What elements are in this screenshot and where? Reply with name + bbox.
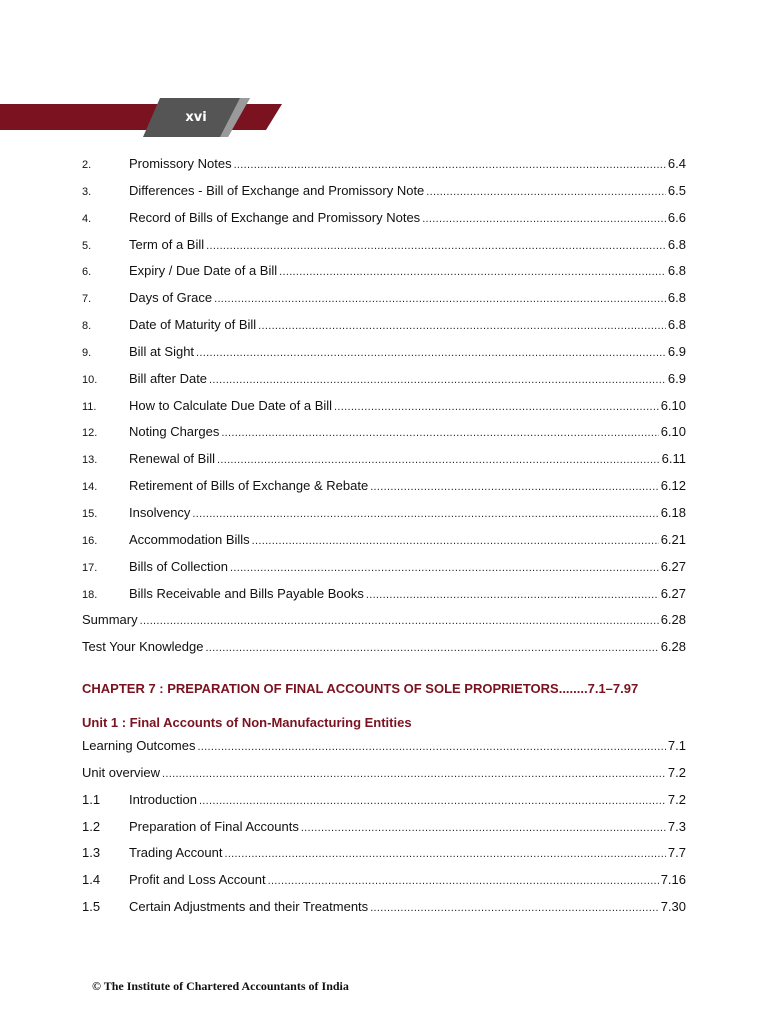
toc-entry-page: 6.6 xyxy=(667,209,686,225)
toc-entry[interactable] xyxy=(82,451,686,478)
toc-entry-page: 6.10 xyxy=(660,424,686,440)
toc-entry-page: 6.18 xyxy=(660,504,686,520)
unit-heading[interactable]: Unit 1 : Final Accounts of Non-Manufacturing Entities xyxy=(82,714,412,730)
toc-entry[interactable] xyxy=(82,237,686,264)
toc-entry-number: 1.1 xyxy=(82,791,101,807)
toc-entry-page: 7.16 xyxy=(660,872,686,888)
leader-dots xyxy=(217,454,660,466)
chapter-title: CHAPTER 7 : PREPARATION OF FINAL ACCOUNTS OF SOLE PROPRIETORS xyxy=(82,680,559,696)
leader-dots xyxy=(252,535,659,547)
chapter-leader: ........ xyxy=(558,680,588,696)
toc-entry-page: 6.28 xyxy=(660,612,686,628)
leader-dots xyxy=(209,374,666,386)
leader-dots xyxy=(301,822,666,834)
toc-entry[interactable] xyxy=(82,532,686,559)
chapter-heading[interactable] xyxy=(82,670,686,706)
toc-entry[interactable] xyxy=(82,845,686,872)
toc-entry-page: 6.8 xyxy=(667,263,686,279)
toc-entry-number: 3. xyxy=(82,185,92,198)
toc-entry[interactable] xyxy=(82,792,686,819)
toc-entry-title: Learning Outcomes xyxy=(82,738,196,754)
toc-entry-title: Insolvency xyxy=(129,504,191,520)
leader-dots xyxy=(192,508,658,520)
toc-entry-page: 6.27 xyxy=(660,558,686,574)
toc-entry-number: 12. xyxy=(82,427,98,440)
leader-dots xyxy=(279,266,666,278)
toc-entry-title: Introduction xyxy=(129,791,197,807)
toc-entry[interactable] xyxy=(82,344,686,371)
toc-entry-page: 7.1 xyxy=(667,738,686,754)
toc-entry-number: 4. xyxy=(82,212,92,225)
toc-entry-title: Test Your Knowledge xyxy=(82,639,204,655)
toc-entry[interactable] xyxy=(82,899,686,926)
toc-entry[interactable] xyxy=(82,183,686,210)
leader-dots xyxy=(162,768,666,780)
toc-entry-number: 15. xyxy=(82,507,98,520)
toc-entry-title: Expiry / Due Date of a Bill xyxy=(129,263,278,279)
toc-entry-page: 6.8 xyxy=(667,317,686,333)
toc-entry-number: 13. xyxy=(82,454,98,467)
toc-entry[interactable] xyxy=(82,478,686,505)
toc-entry-title: Unit overview xyxy=(82,764,161,780)
leader-dots xyxy=(196,347,666,359)
toc-entry-title: How to Calculate Due Date of a Bill xyxy=(129,397,333,413)
toc-entry-title: Renewal of Bill xyxy=(129,451,215,467)
toc-entry-test-your-knowledge[interactable] xyxy=(82,639,686,666)
toc-entry[interactable] xyxy=(82,371,686,398)
toc-entry-title: Certain Adjustments and their Treatments xyxy=(129,899,369,915)
toc-entry[interactable] xyxy=(82,559,686,586)
toc-entry-number: 16. xyxy=(82,534,98,547)
toc-entry-title: Date of Maturity of Bill xyxy=(129,317,257,333)
toc-entry-number: 1.3 xyxy=(82,845,101,861)
leader-dots xyxy=(426,186,666,198)
toc-entry-page: 6.8 xyxy=(667,290,686,306)
toc-entry-page: 6.12 xyxy=(660,478,686,494)
toc-entry-page: 6.8 xyxy=(667,236,686,252)
toc-entry-page: 7.2 xyxy=(667,791,686,807)
toc-items-list xyxy=(82,156,686,612)
toc-entry-page: 6.9 xyxy=(667,370,686,386)
toc-entry-number: 6. xyxy=(82,266,92,279)
toc-entry-number: 1.2 xyxy=(82,818,101,834)
toc-entry-page: 7.7 xyxy=(667,845,686,861)
toc-entry[interactable] xyxy=(82,263,686,290)
leader-dots xyxy=(370,481,659,493)
toc-entry-number: 1.5 xyxy=(82,899,101,915)
toc-entry[interactable] xyxy=(82,317,686,344)
table-of-contents xyxy=(82,156,686,926)
leader-dots xyxy=(197,741,665,753)
footer-copyright: © The Institute of Chartered Accountants of India xyxy=(92,979,349,993)
chapter-pages: 7.1–7.97 xyxy=(587,680,639,696)
toc-entry[interactable] xyxy=(82,290,686,317)
leader-dots xyxy=(234,159,666,171)
toc-entry[interactable] xyxy=(82,505,686,532)
toc-entry-title: Bill at Sight xyxy=(129,343,195,359)
toc-entry[interactable] xyxy=(82,424,686,451)
toc-entry-page: 7.3 xyxy=(667,818,686,834)
leader-dots xyxy=(334,401,659,413)
toc-entry-title: Retirement of Bills of Exchange & Rebate xyxy=(129,478,369,494)
toc-entry-title: Profit and Loss Account xyxy=(129,872,266,888)
leader-dots xyxy=(224,848,665,860)
page-number: xvi xyxy=(185,110,207,125)
toc-entry-unit-overview[interactable] xyxy=(82,765,686,792)
toc-entry-title: Differences - Bill of Exchange and Promissory Note xyxy=(129,182,425,198)
leader-dots xyxy=(230,562,659,574)
toc-entry-title: Promissory Notes xyxy=(129,156,232,171)
leader-dots xyxy=(221,427,658,439)
toc-entry-page: 7.2 xyxy=(667,764,686,780)
toc-entry-title: Summary xyxy=(82,612,138,628)
leader-dots xyxy=(214,293,666,305)
leader-dots xyxy=(268,875,659,887)
toc-entry-number: 18. xyxy=(82,588,98,601)
toc-entry-page: 6.28 xyxy=(660,639,686,655)
toc-entry[interactable] xyxy=(82,210,686,237)
toc-entry[interactable] xyxy=(82,819,686,846)
toc-entry-page: 7.30 xyxy=(660,899,686,915)
toc-entry-number: 7. xyxy=(82,293,92,306)
leader-dots xyxy=(205,642,658,654)
leader-dots xyxy=(199,795,666,807)
toc-entry-number: 17. xyxy=(82,561,98,574)
leader-dots xyxy=(366,589,659,601)
toc-entry-title: Record of Bills of Exchange and Promissory Notes xyxy=(129,209,421,225)
toc-entry-number: 14. xyxy=(82,481,98,494)
toc-entry[interactable] xyxy=(82,872,686,899)
leader-dots xyxy=(140,615,659,627)
toc-entry-number: 9. xyxy=(82,346,92,359)
header-banner xyxy=(0,0,768,150)
toc-entry-number: 10. xyxy=(82,373,98,386)
toc-entry-title: Days of Grace xyxy=(129,290,213,306)
toc-entry-page: 6.27 xyxy=(660,585,686,601)
toc-entry-number: 5. xyxy=(82,239,92,252)
toc-entry[interactable] xyxy=(82,398,686,425)
toc-entry-title: Bill after Date xyxy=(129,370,208,386)
unit-items-list xyxy=(82,792,686,926)
toc-entry-title: Accommodation Bills xyxy=(129,531,250,547)
toc-entry-page: 6.4 xyxy=(667,156,686,171)
toc-entry[interactable] xyxy=(82,156,686,183)
toc-entry-title: Preparation of Final Accounts xyxy=(129,818,299,834)
toc-entry-title: Term of a Bill xyxy=(129,236,205,252)
toc-entry-page: 6.11 xyxy=(661,451,686,467)
leader-dots xyxy=(370,902,659,914)
leader-dots xyxy=(258,320,666,332)
toc-entry-page: 6.5 xyxy=(667,182,686,198)
leader-dots xyxy=(206,240,666,252)
toc-entry-page: 6.9 xyxy=(667,343,686,359)
toc-entry-page: 6.21 xyxy=(660,531,686,547)
toc-entry[interactable] xyxy=(82,586,686,613)
leader-dots xyxy=(422,213,666,225)
toc-entry-number: 8. xyxy=(82,320,92,333)
toc-entry-number: 2. xyxy=(82,159,92,171)
toc-entry-title: Trading Account xyxy=(129,845,223,861)
toc-entry-title: Bills Receivable and Bills Payable Books xyxy=(129,585,364,601)
toc-entry-page: 6.10 xyxy=(660,397,686,413)
toc-entry-number: 11. xyxy=(82,400,97,413)
toc-entry-learning-outcomes[interactable] xyxy=(82,738,686,765)
toc-entry-title: Noting Charges xyxy=(129,424,220,440)
toc-entry-summary[interactable] xyxy=(82,612,686,639)
toc-entry-number: 1.4 xyxy=(82,872,101,888)
toc-entry-title: Bills of Collection xyxy=(129,558,228,574)
